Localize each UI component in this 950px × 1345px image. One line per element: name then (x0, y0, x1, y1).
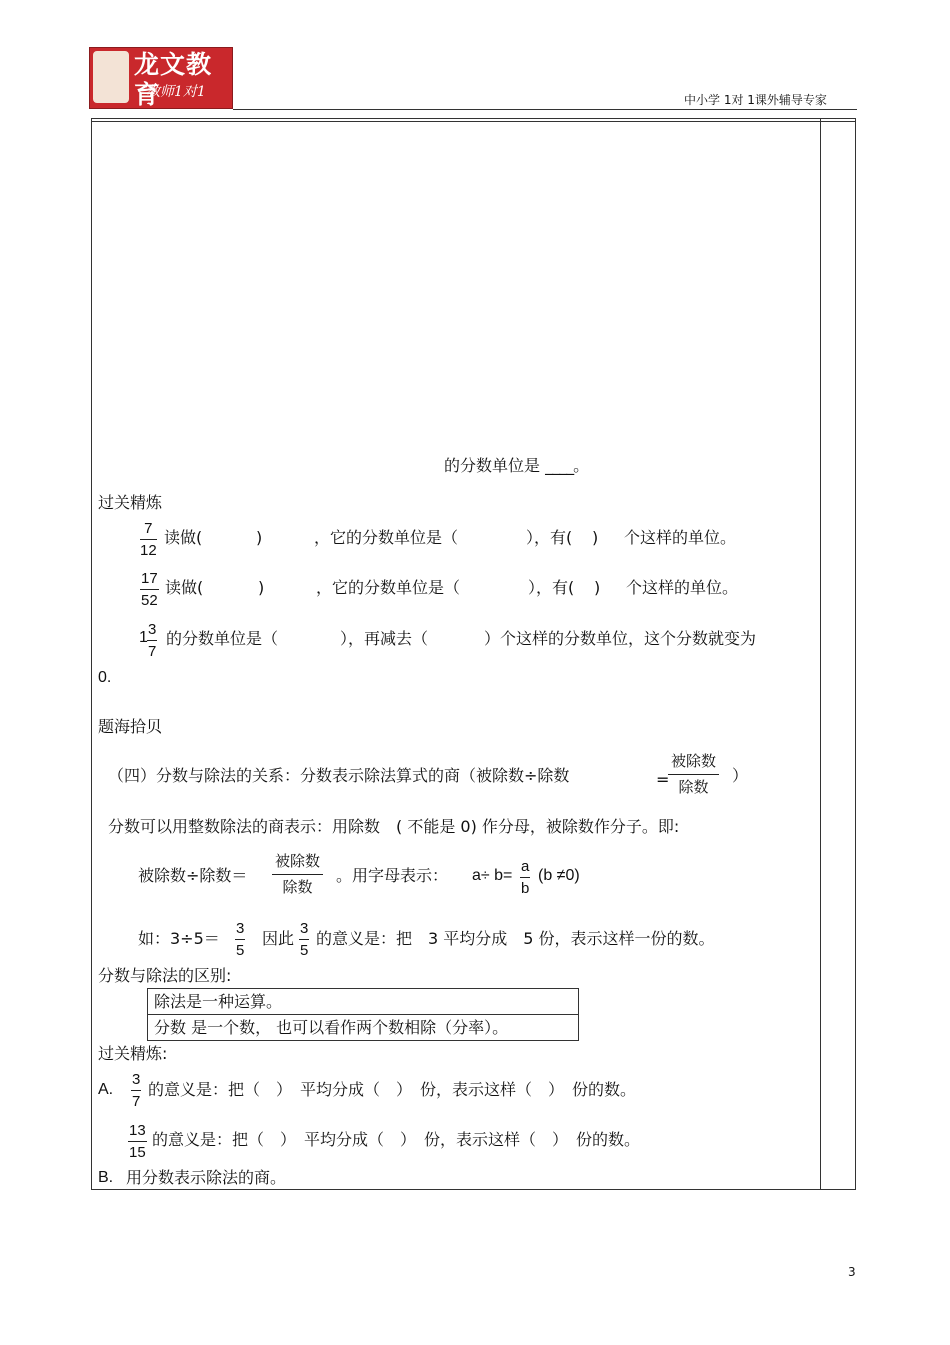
frame-side-column (820, 118, 821, 1190)
fraction-example-1: $\frac{3}{5}$ (236, 920, 245, 959)
fraction-7-12: $\frac{7}{12}$ (140, 520, 157, 559)
table-row (148, 989, 579, 1015)
difference-fraction: 分数 是一个数， 也可以看作两个数相除（分率）。 (148, 1015, 579, 1041)
logo (89, 47, 233, 109)
q2-read-close: ) (258, 578, 265, 597)
example-meaning: 的意义是：把 3 平均分成 5 份，表示这样一份的数。 (316, 929, 715, 948)
fraction-words: 被除数 除数 (272, 853, 323, 897)
q1-count-close: ) (592, 528, 599, 547)
relation-heading: （四）分数与除法的关系：分数表示除法算式的商（被除数÷除数 (108, 766, 570, 785)
q3-tail: ）个这样的分数单位，这个分数就变为 (484, 629, 757, 648)
fraction-qa-3-7: $\frac{3}{7}$ (132, 1071, 141, 1110)
fraction-a-b: $\frac{a}{b}$ (521, 858, 530, 897)
q1-tail: 个这样的单位。 (624, 528, 737, 547)
example-therefore: 因此 (262, 929, 295, 948)
example-label: 如：3÷5＝ (138, 929, 220, 948)
q2-count-close: ) (594, 578, 601, 597)
section-title-practice-2: 过关精炼: (98, 1044, 168, 1063)
fraction-example-2: $\frac{3}{5}$ (300, 920, 309, 959)
formula-words: 被除数÷除数＝ (138, 866, 248, 885)
section-title-practice: 过关精炼 (98, 493, 163, 512)
difference-title: 分数与除法的区别: (98, 966, 232, 985)
formula-letter-left: a÷ b= (472, 867, 513, 884)
table-row (148, 1015, 579, 1041)
header-divider (233, 109, 857, 110)
q2-tail: 个这样的单位。 (626, 578, 739, 597)
q3-unit-label: 的分数单位是（ (166, 629, 279, 648)
q1-count-label: ），有( (526, 528, 573, 547)
fraction-qa-13-15: $\frac{13}{15}$ (129, 1122, 146, 1161)
logo-title: 龙文教育 (134, 50, 213, 109)
section-title-collection: 题海拾贝 (98, 717, 163, 736)
frame-double-line (91, 121, 855, 122)
qb-text: 用分数表示除法的商。 (126, 1168, 287, 1187)
q3-tail-value: 0. (98, 669, 112, 686)
header-tagline: 中小学 1对 1课外辅导专家 (684, 93, 827, 107)
relation-close: ） (732, 766, 749, 785)
qa2-text: 的意义是：把（ ） 平均分成（ ） 份，表示这样（ ） 份的数。 (152, 1130, 641, 1149)
q1-read-label: 读做( (164, 528, 203, 547)
qa-label: A. (98, 1081, 114, 1098)
q1-read-close: ) (256, 528, 263, 547)
logo-subtitle: 教师1对1 (146, 84, 206, 100)
formula-condition: (b ≠0) (538, 867, 580, 884)
fraction-17-52: $\frac{17}{52}$ (141, 570, 158, 609)
qb-label: B. (98, 1169, 114, 1186)
page-number: 3 (848, 1265, 856, 1279)
qa-text: 的意义是：把（ ） 平均分成（ ） 份，表示这样（ ） 份的数。 (148, 1080, 637, 1099)
fraction-3-7: $\frac{3}{7}$ (148, 621, 157, 660)
fraction-dividend-divisor: 被除数 除数 (668, 753, 719, 797)
q2-count-label: ），有( (528, 578, 575, 597)
difference-table (147, 988, 579, 1041)
formula-letter-label: 。用字母表示： (336, 866, 449, 885)
logo-face-image (93, 51, 129, 103)
q2-unit-label: ，它的分数单位是（ (316, 578, 461, 597)
difference-division: 除法是一种运算。 (148, 989, 579, 1015)
relation-explanation: 分数可以用整数除法的商表示：用除数 ( 不能是 0) 作分母，被除数作分子。即: (108, 817, 680, 836)
relation-equals: = (656, 770, 670, 789)
intro-tail: 的分数单位是 ____。 (444, 456, 590, 475)
q2-read-label: 读做( (165, 578, 204, 597)
q1-unit-label: ，它的分数单位是（ (314, 528, 459, 547)
q3-subtract-label: ），再减去（ (340, 629, 429, 648)
mixed-whole: 1 (139, 629, 148, 646)
